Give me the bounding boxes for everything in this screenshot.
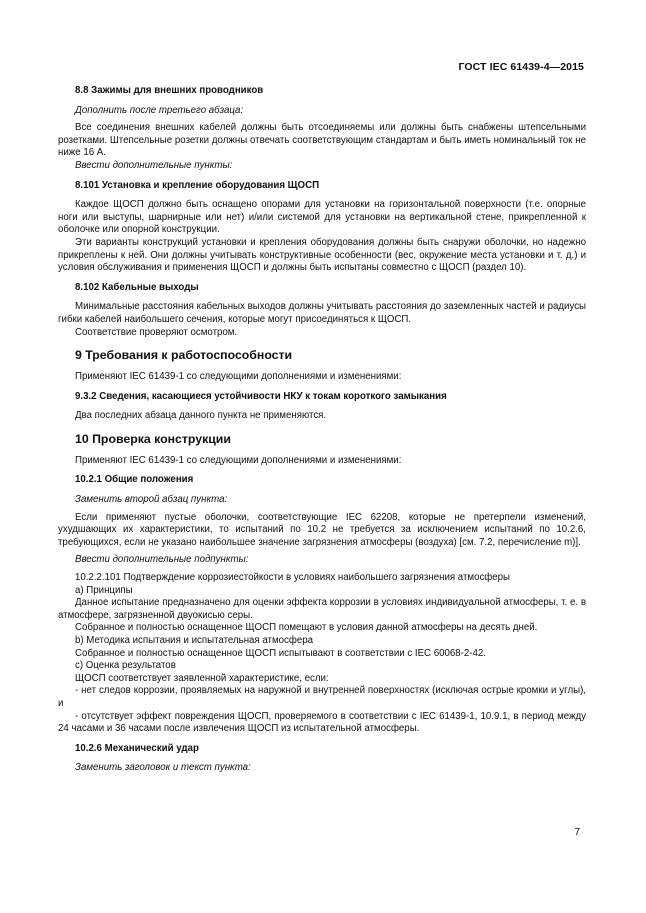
- section-10-paragraph: Применяют IEC 61439-1 со следующими дополнениями и изменениями:: [75, 454, 402, 466]
- section-9-3-2-paragraph: Два последних абзаца данного пункта не применяются.: [75, 410, 327, 422]
- section-8-102-paragraph-1: Минимальные расстояния кабельных выходов должны учитывать расстояния до заземленных частей и радиусы гибки кабелей наибольшего сечения, которые могут присоединяться к ЩОСП.: [58, 301, 586, 325]
- page-number: 7: [574, 827, 580, 838]
- section-10-2-1-note2: Ввести дополнительные подпункты:: [75, 554, 249, 566]
- list-item-c: с) Оценка результатов: [75, 660, 176, 672]
- section-9-title: 9 Требования к работоспособности: [75, 348, 293, 363]
- section-9-3-2-title: 9.3.2 Сведения, касающиеся устойчивости НКУ к токам короткого замыкания: [75, 390, 447, 402]
- page-content: [58, 85, 586, 775]
- section-8-8-note: Дополнить после третьего абзаца:: [75, 104, 244, 116]
- section-10-2-6-title: 10.2.6 Механический удар: [75, 742, 199, 754]
- dash-item-1: - нет следов коррозии, проявляемых на наружной и внутренней поверхностях (исключая острые кромки и углы), и: [58, 685, 586, 709]
- document-id-header: ГОСТ IEC 61439-4—2015: [458, 61, 584, 73]
- section-8-8-note2: Ввести дополнительные пункты:: [75, 159, 233, 171]
- section-9-paragraph: Применяют IEC 61439-1 со следующими дополнениями и изменениями:: [75, 371, 402, 383]
- section-8-101-paragraph-2: Эти варианты конструкций установки и крепления оборудования должны быть снаружи оболочки, но надежно прикреплены к ней. Они должны учитывать конструктивные особенности (вес, окружение места установки и т. д.) и условия обслуживания и применения ЩОСП и должны быть испытаны совместно с ЩОСП (раздел 10).: [58, 236, 586, 274]
- paragraph-conformity: ЩОСП соответствует заявленной характеристике, если:: [75, 672, 329, 684]
- section-10-2-6-note: Заменить заголовок и текст пункта:: [75, 762, 251, 774]
- paragraph-placement: Собранное и полностью оснащенное ЩОСП помещают в условия данной атмосферы на десять дней.: [75, 622, 538, 634]
- dash-item-2: - отсутствует эффект повреждения ЩОСП, проверяемого в соответствии с IEC 61439-1, 10.9.1, в период между 24 часами и 36 часами после извлечения ЩОСП из испытательной атмосферы.: [58, 710, 586, 735]
- subclause-10-2-2-101-title: 10.2.2.101 Подтверждение коррозиестойкости в условиях наибольшего загрязнения атмосферы: [75, 572, 511, 584]
- section-8-8-title: 8.8 Зажимы для внешних проводников: [75, 85, 264, 96]
- section-10-title: 10 Проверка конструкции: [75, 431, 231, 446]
- section-8-8-paragraph: Все соединения внешних кабелей должны быть отсоединяемы или должны быть снабжены штепсельными розетками. Штепсельные розетки должны отвечать соответствующим стандартам и быть иметь номинальный ток не ниже 16 А.: [58, 122, 586, 159]
- section-8-101-paragraph-1: Каждое ЩОСП должно быть оснащено опорами для установки на горизонтальной поверхности (т.е. опорные ноги или выступы, шарнирные или нет) и/или системой для установки на вертикальной стене, прикрепленной к оболочке или опорной конструкции.: [58, 199, 586, 236]
- section-10-2-1-note: Заменить второй абзац пункта:: [75, 494, 228, 506]
- section-8-102-title: 8.102 Кабельные выходы: [75, 281, 199, 293]
- list-item-b: b) Методика испытания и испытательная атмосфера: [75, 635, 313, 646]
- section-10-2-1-title: 10.2.1 Общие положения: [75, 474, 194, 486]
- section-8-102-paragraph-2: Соответствие проверяют осмотром.: [75, 326, 238, 338]
- list-item-a: а) Принципы: [75, 584, 133, 596]
- paragraph-principles: Данное испытание предназначено для оценки эффекта коррозии в условиях индивидуальной атмосферы, т. е. в атмосфере, загрязненной двуокисью серы.: [58, 597, 586, 621]
- section-8-101-title: 8.101 Установка и крепление оборудования ЩОСП: [75, 179, 320, 191]
- section-10-2-1-paragraph: Если применяют пустые оболочки, соответствующие IEC 62208, которые не претерпели изменений, ухудшающих их характеристики, то испытаний по 10.2 не требуется за исключением испытаний по 10.2.6, требующихся, если не указано наибольшее значение загрязнения атмосферы (воздуха) [см. 7.2, перечисление m)].: [58, 511, 586, 548]
- paragraph-test-method: Собранное и полностью оснащенное ЩОСП испытывают в соответствии с IEC 60068-2-42.: [75, 647, 486, 659]
